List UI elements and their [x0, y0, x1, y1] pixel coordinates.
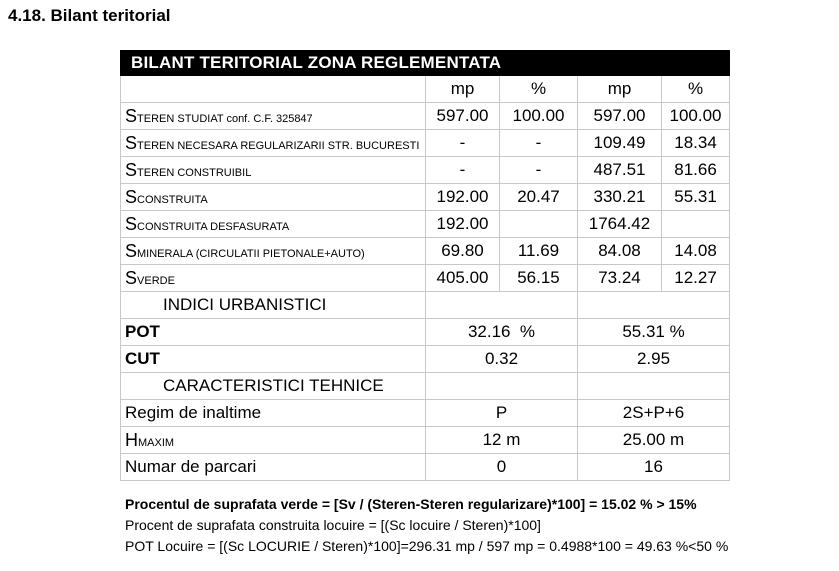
parcari-label: Numar de parcari: [121, 454, 426, 481]
pot-locuire-note: POT Locuire = [(Sc LOCURIE / Steren)*100]=296.31 mp / 597 mp = 0.4988*100 = 49.63 %<50 %: [125, 538, 729, 554]
row-label: SCONSTRUITA DESFASURATA: [121, 211, 426, 238]
value-cell: 14.08: [662, 238, 730, 265]
value-cell: 100.00: [500, 103, 578, 130]
table-header-row: [121, 51, 730, 76]
unit-mp-propus: mp: [578, 76, 662, 103]
value-cell: 20.47: [500, 184, 578, 211]
value-cell: 73.24: [578, 265, 662, 292]
value-cell: 1764.42: [578, 211, 662, 238]
value-cell: 12.27: [662, 265, 730, 292]
value-cell: 192.00: [426, 184, 500, 211]
parcari-existent: 0: [426, 454, 578, 481]
regim-existent: P: [426, 400, 578, 427]
value-cell: 69.80: [426, 238, 500, 265]
pot-propus: 55.31 %: [578, 319, 730, 346]
unit-mp-existent: mp: [426, 76, 500, 103]
value-cell: 55.31: [662, 184, 730, 211]
unit-pct-existent: %: [500, 76, 578, 103]
table-row-minerala: [121, 238, 730, 265]
hmax-propus: 25.00 m: [578, 427, 730, 454]
section-title: 4.18. Bilant teritorial: [8, 6, 171, 25]
value-cell: -: [500, 130, 578, 157]
table-row-parcari: [121, 454, 730, 481]
value-cell: -: [426, 157, 500, 184]
value-cell: 597.00: [578, 103, 662, 130]
empty-cell: [426, 292, 578, 319]
indici-urbanistici-title: INDICI URBANISTICI: [121, 292, 426, 319]
table-row-cut: [121, 346, 730, 373]
value-cell: [662, 211, 730, 238]
units-row: [121, 76, 730, 103]
indici-urbanistici-row: [121, 292, 730, 319]
built-surface-note: Procent de suprafata construita locuire = [(Sc locuire / Steren)*100]: [125, 517, 541, 533]
cut-existent: 0.32: [426, 346, 578, 373]
value-cell: 405.00: [426, 265, 500, 292]
empty-cell: [578, 292, 730, 319]
row-label: SCONSTRUITA: [121, 184, 426, 211]
value-cell: [500, 211, 578, 238]
value-cell: -: [426, 130, 500, 157]
parcari-propus: 16: [578, 454, 730, 481]
regim-label: Regim de inaltime: [121, 400, 426, 427]
table-row-teren-studiat: [121, 103, 730, 130]
value-cell: 56.15: [500, 265, 578, 292]
row-label: SVERDE: [121, 265, 426, 292]
hmax-label: HMAXIM: [121, 427, 426, 454]
cut-label: CUT: [121, 346, 426, 373]
table-row-construita: [121, 184, 730, 211]
cut-propus: 2.95: [578, 346, 730, 373]
table-row-teren-regularizare: [121, 130, 730, 157]
caracteristici-tehnice-title: CARACTERISTICI TEHNICE: [121, 373, 426, 400]
value-cell: 109.49: [578, 130, 662, 157]
unit-pct-propus: %: [662, 76, 730, 103]
value-cell: 597.00: [426, 103, 500, 130]
table-row-teren-construibil: [121, 157, 730, 184]
value-cell: 84.08: [578, 238, 662, 265]
green-surface-note: Procentul de suprafata verde = [Sv / (Steren-Steren regularizare)*100] = 15.02 % > 15%: [125, 496, 697, 512]
pot-existent: 32.16 %: [426, 319, 578, 346]
table-row-construita-desfasurata: [121, 211, 730, 238]
territorial-balance-table: [120, 50, 730, 481]
value-cell: 11.69: [500, 238, 578, 265]
row-label: STEREN NECESARA REGULARIZARII STR. BUCURESTI: [121, 130, 426, 157]
table-header: BILANT TERITORIAL ZONA REGLEMENTATA: [121, 51, 730, 76]
table-row-regim: [121, 400, 730, 427]
row-label: SMINERALA (CIRCULATII PIETONALE+AUTO): [121, 238, 426, 265]
value-cell: 192.00: [426, 211, 500, 238]
value-cell: 330.21: [578, 184, 662, 211]
notes: [125, 494, 728, 557]
empty-cell: [426, 373, 578, 400]
row-label: STEREN STUDIAT conf. C.F. 325847: [121, 103, 426, 130]
row-label: STEREN CONSTRUIBIL: [121, 157, 426, 184]
pot-label: POT: [121, 319, 426, 346]
value-cell: -: [500, 157, 578, 184]
value-cell: 100.00: [662, 103, 730, 130]
table-row-verde: [121, 265, 730, 292]
table-row-hmax: [121, 427, 730, 454]
value-cell: 487.51: [578, 157, 662, 184]
table-row-pot: [121, 319, 730, 346]
empty-cell: [578, 373, 730, 400]
value-cell: 18.34: [662, 130, 730, 157]
units-empty-cell: [121, 76, 426, 103]
value-cell: 81.66: [662, 157, 730, 184]
hmax-existent: 12 m: [426, 427, 578, 454]
regim-propus: 2S+P+6: [578, 400, 730, 427]
caracteristici-tehnice-row: [121, 373, 730, 400]
